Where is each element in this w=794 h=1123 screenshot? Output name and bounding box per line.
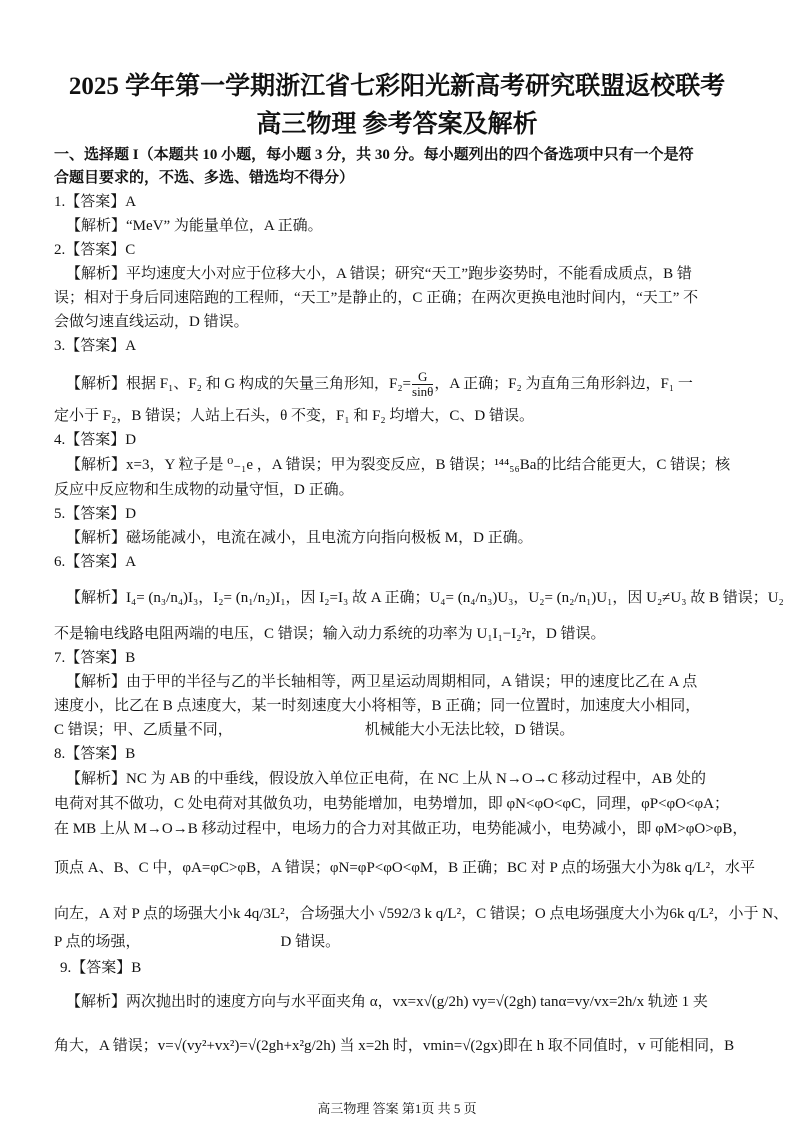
q7-explanation-line1: 【解析】由于甲的半径与乙的半长轴相等，两卫星运动周期相同，A 错误；甲的速度比乙在 A 点 bbox=[66, 674, 698, 690]
q3-frac-den: sinθ bbox=[412, 384, 434, 399]
q3-explanation-line2: 定小于 F₂，B 错误；人站上石头，θ 不变，F₁ 和 F₂ 均增大，C、D 错误。 bbox=[54, 408, 534, 424]
q8-explanation-line1: 【解析】NC 为 AB 的中垂线，假设放入单位正电荷，在 NC 上从 N→O→C 移动过程中，AB 处的 bbox=[66, 771, 707, 787]
q7-explanation-line3 bbox=[54, 718, 748, 743]
q3-fraction bbox=[412, 370, 433, 399]
section-heading-line2: 合题目要求的，不选、多选、错选均不得分） bbox=[54, 170, 355, 186]
q2-explanation-line3: 会做匀速直线运动，D 错误。 bbox=[54, 314, 249, 330]
q8-explanation-line5: 向左，A 对 P 点的场强大小k 4q/3L²，合场强大小 √592/3 k q/L²，C 错误；O 点电场强度大小为6k q/L²，小于 N、 bbox=[54, 906, 789, 922]
q7-line3-part2: 机械能大小无法比较，D 错误。 bbox=[364, 722, 575, 738]
q5-answer: 5.【答案】D bbox=[54, 506, 137, 522]
page-title: 2025 学年第一学期浙江省七彩阳光新高考研究联盟返校联考 bbox=[68, 73, 726, 100]
q3-text-a: 【解析】根据 F₁、F₂ 和 G 构成的矢量三角形知，F₂= bbox=[66, 375, 412, 392]
q4-answer: 4.【答案】D bbox=[54, 432, 137, 448]
q9-explanation-line1: 【解析】两次抛出时的速度方向与水平面夹角 α，vx=x√(g/2h) vy=√(2gh) tanα=vy/vx=2h/x 轨迹 1 夹 bbox=[66, 994, 708, 1010]
q2-answer: 2.【答案】C bbox=[54, 242, 136, 258]
q1-explanation: 【解析】“MeV” 为能量单位，A 正确。 bbox=[66, 218, 323, 234]
q3-explanation-line1 bbox=[66, 370, 760, 399]
q9-answer: 9.【答案】B bbox=[60, 960, 142, 976]
q1-answer: 1.【答案】A bbox=[54, 194, 137, 210]
q6-explanation-line1: 【解析】I₄= (n₃/n₄)I₃，I₂= (n₁/n₂)I₁，因 I₂=I₃ 故 A 正确；U₄= (n₄/n₃)U₃，U₂= (n₂/n₁)U₁，因 U₂≠U₃ 故 B 错误；U₂ bbox=[66, 590, 784, 606]
page-footer: 高三物理 答案 第1页 共 5 页 bbox=[317, 1101, 477, 1116]
q6-answer: 6.【答案】A bbox=[54, 554, 137, 570]
q6-explanation-line2: 不是输电线路电阻两端的电压，C 错误；输入动力系统的功率为 U₁I₁−I₂²r，D 错误。 bbox=[54, 626, 606, 642]
q8-explanation-line3: 在 MB 上从 M→O→B 移动过程中，电场力的合力对其做正功，电势能减小，电势减小，即 φM>φO>φB， bbox=[54, 821, 748, 837]
q4-explanation-line1: 【解析】x=3，Y 粒子是 ⁰₋₁e ，A 错误；甲为裂变反应，B 错误；¹⁴⁴₅₆Ba的比结合能更大，C 错误；核 bbox=[66, 457, 731, 473]
q7-line3-part1: C 错误；甲、乙质量不同， bbox=[54, 722, 233, 738]
q7-answer: 7.【答案】B bbox=[54, 650, 136, 666]
q8-line6-part2: D 错误。 bbox=[280, 934, 341, 950]
q3-answer: 3.【答案】A bbox=[54, 338, 137, 354]
q5-explanation: 【解析】磁场能减小，电流在减小，且电流方向指向极板 M，D 正确。 bbox=[66, 530, 533, 546]
q7-explanation-line2: 速度小，比乙在 B 点速度大，某一时刻速度大小将相等，B 正确；同一位置时，加速度大小相同， bbox=[54, 698, 701, 714]
q9-explanation-line2: 角大，A 错误；v=√(vy²+vx²)=√(2gh+x²g/2h) 当 x=2h 时，vmin=√(2gx)即在 h 取不同值时，v 可能相同，B bbox=[54, 1038, 735, 1054]
q3-text-b: ，A 正确；F₂ 为直角三角形斜边，F₁ 一 bbox=[434, 375, 693, 392]
q8-explanation-line2: 电荷对其不做功，C 处电荷对其做负功，电势能增加，电势增加，即 φN<φO<φC，同理，φP<φO<φA； bbox=[54, 796, 729, 812]
q2-explanation-line2: 误；相对于身后同速陪跑的工程师，“天工”是静止的，C 正确；在两次更换电池时间内，“天工” 不 bbox=[54, 290, 699, 306]
section-heading-line1: 一、选择题 I（本题共 10 小题，每小题 3 分，共 30 分。每小题列出的四个备选项中只有一个是符 bbox=[54, 147, 694, 163]
page-subtitle: 高三物理 参考答案及解析 bbox=[256, 111, 538, 138]
q8-answer: 8.【答案】B bbox=[54, 746, 136, 762]
q4-explanation-line2: 反应中反应物和生成物的动量守恒，D 正确。 bbox=[54, 482, 354, 498]
q3-frac-num: G bbox=[418, 369, 428, 384]
q2-explanation-line1: 【解析】平均速度大小对应于位移大小，A 错误；研究“天工”跑步姿势时，不能看成质点，B 错 bbox=[66, 266, 692, 282]
q8-explanation-line6 bbox=[54, 930, 748, 955]
q8-explanation-line4: 顶点 A、B、C 中，φA=φC>φB，A 错误；φN=φP<φO<φM，B 正确；BC 对 P 点的场强大小为8k q/L²，水平 bbox=[54, 860, 756, 876]
q8-line6-part1: P 点的场强， bbox=[54, 934, 141, 950]
